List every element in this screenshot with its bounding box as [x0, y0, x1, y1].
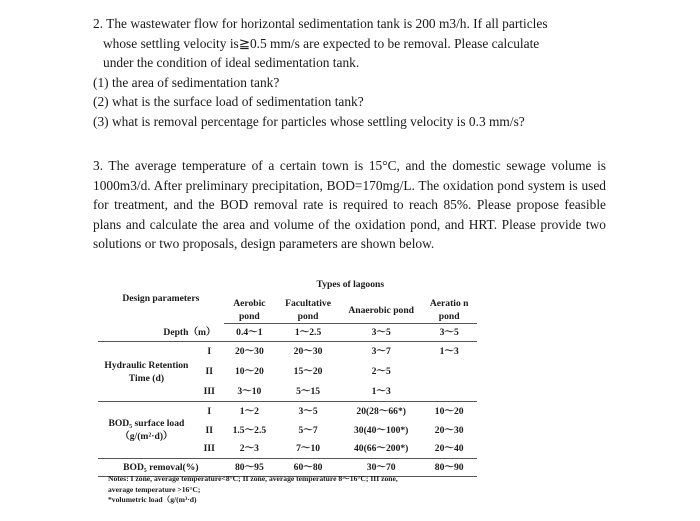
notes-line-3: *volumetric load（g/(m³·d) — [108, 495, 197, 504]
table-cell: 3～7 — [341, 342, 421, 362]
table-cell: 20～30 — [275, 342, 341, 362]
table-cell: 1～3 — [371, 385, 391, 397]
question-3 — [93, 156, 606, 254]
q2-line-2: whose settling velocity is≧0.5 mm/s are expected to be removal. Please calculate — [103, 35, 540, 51]
types-of-lagoons-header: Types of lagoons — [316, 279, 385, 290]
q2-line-3: under the condition of ideal sedimentation tank. — [103, 55, 360, 71]
design-parameters-table — [98, 278, 477, 477]
table-cell: 5～7 — [298, 424, 318, 436]
bod-removal-label: BOD₅ removal(%) — [98, 459, 224, 477]
q2-line-1: 2. The wastewater flow for horizontal sedimentation tank is 200 m3/h. If all particles — [93, 16, 548, 31]
table-cell — [421, 362, 477, 382]
table-cell: 40(66～200*) — [354, 443, 409, 455]
table-cell: 30～70 — [341, 459, 421, 477]
table-cell: 3～5 — [371, 327, 391, 338]
zone-label: I — [195, 342, 224, 362]
zone-label: I — [195, 402, 224, 421]
table-cell: 20(28～66*) — [341, 402, 421, 421]
notes-line-1: Notes: I zone, average temperature<8°C; II zone, average temperature 8～16°C; III zone, — [108, 474, 398, 483]
table-cell: 20～30 — [224, 342, 275, 362]
table-cell: 3～10 — [237, 385, 262, 397]
table-cell: 80～90 — [421, 459, 477, 477]
table-cell: 80～95 — [224, 459, 275, 477]
table-cell: 2～3 — [239, 443, 259, 455]
table-cell: 0.4～1 — [236, 327, 263, 338]
table-cell: 2～5 — [371, 366, 391, 377]
col-anaerobic: Anaerobic pond — [341, 297, 421, 324]
table-cell: 10～20 — [421, 402, 477, 421]
design-parameters-header: Design parameters — [122, 293, 200, 304]
table-cell: 20～40 — [434, 443, 464, 455]
zone-label: III — [203, 385, 215, 397]
table-cell: 1～2 — [224, 402, 275, 421]
table-cell: 1～3 — [421, 342, 477, 362]
col-aerobic: Aerobic pond — [224, 297, 275, 324]
table-cell: 5～15 — [296, 385, 321, 397]
table-cell: 1～2.5 — [294, 327, 322, 338]
bod-surface-load-label: BOD₅ surface load（g/(m²·d)） — [98, 402, 195, 459]
table-cell: 7～10 — [296, 443, 321, 455]
question-2 — [93, 14, 613, 132]
table-cell: 20～30 — [434, 424, 464, 436]
table-cell: 1.5～2.5 — [232, 424, 267, 436]
table-cell: 30(40～100*) — [354, 424, 409, 436]
zone-label: II — [205, 366, 213, 377]
q2-sub-2: (2) what is the surface load of sedimentation tank? — [93, 94, 364, 110]
table-cell: 60～80 — [275, 459, 341, 477]
table-cell: 3～5 — [275, 402, 341, 421]
table-notes — [108, 474, 528, 506]
table-cell: 15～20 — [293, 366, 323, 377]
col-aeration: Aeratio n pond — [421, 297, 477, 324]
q2-sub-1: (1) the area of sedimentation tank? — [93, 74, 280, 90]
hrt-label: Hydraulic Retention Time (d) — [98, 342, 195, 402]
depth-label: Depth（m） — [163, 326, 216, 338]
table-cell: 3～5 — [439, 327, 459, 338]
q2-sub-3: (3) what is removal percentage for particles whose settling velocity is 0.3 mm/s? — [93, 113, 525, 129]
col-facultative: Facultative pond — [275, 297, 341, 324]
zone-label: II — [205, 424, 213, 436]
notes-line-2: average temperature >16°C; — [108, 484, 201, 494]
zone-label: III — [203, 443, 215, 455]
table-cell — [421, 382, 477, 402]
table-cell: 10～20 — [234, 366, 264, 377]
q3-text: 3. The average temperature of a certain town is 15°C, and the domestic sewage volume is 1000m3/d. After preliminary precipitation, BOD=170mg/L. The oxidation pond system is used for treatment, and the BOD removal rate is required to reach 85%. Please propose feasible plans and calculate the area and volume of the oxidation pond, and HRT. Please provide two solutions or two proposals, design parameters are shown below. — [93, 158, 606, 252]
